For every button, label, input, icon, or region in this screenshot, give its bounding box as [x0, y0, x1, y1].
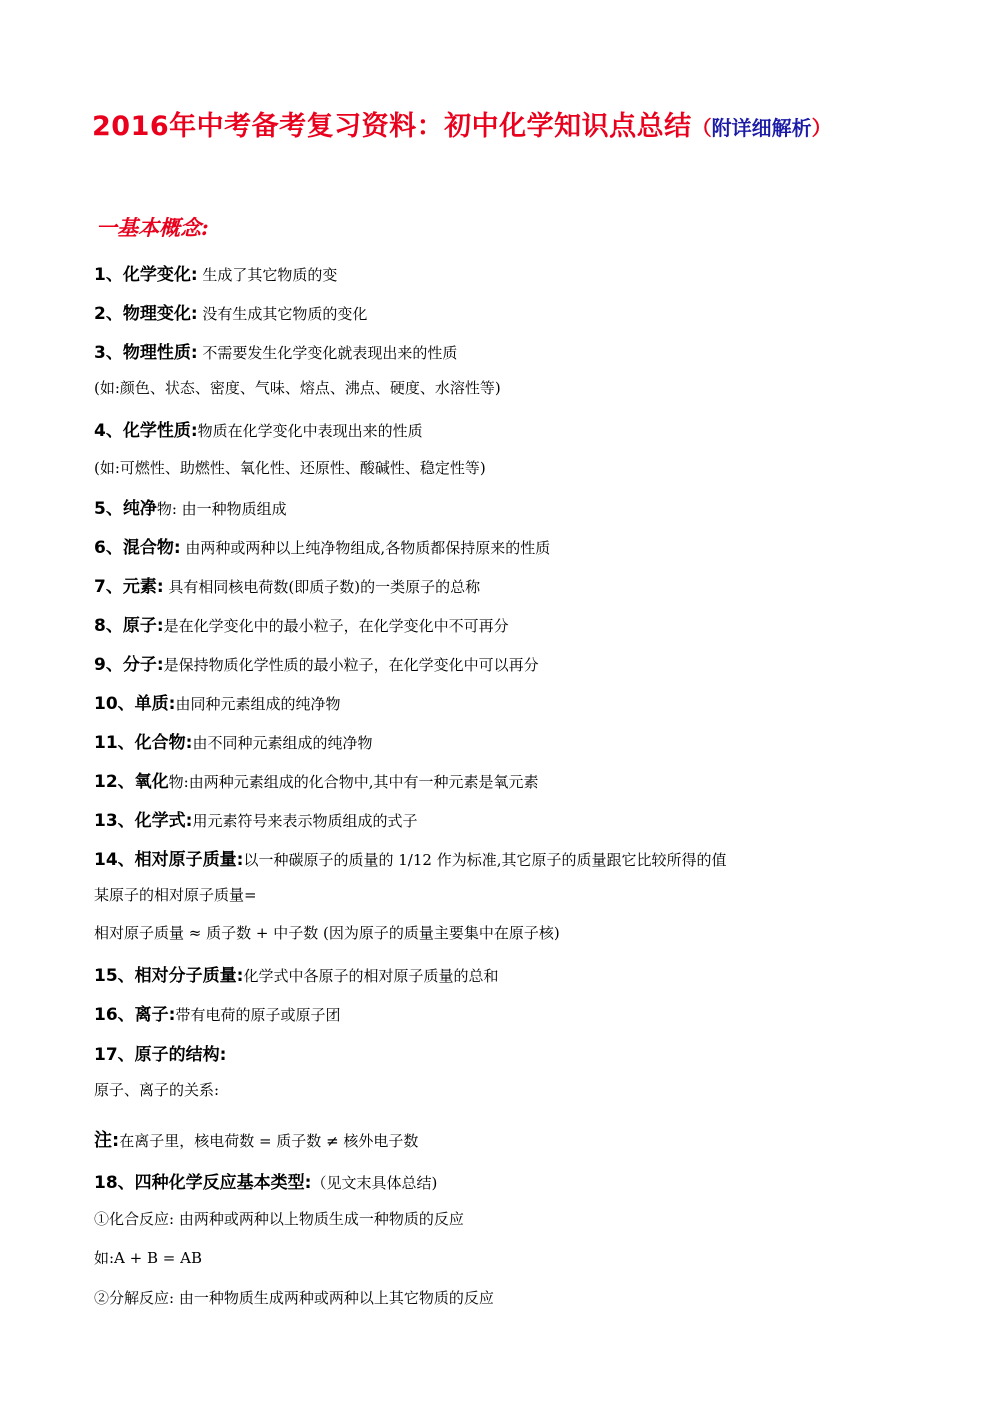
item-term: 离子:	[134, 1005, 176, 1025]
item-term: 元素:	[122, 577, 164, 597]
note-text: 在离子里，核电荷数 = 质子数 ≠ 核外电子数	[119, 1132, 419, 1150]
concept-line	[94, 1040, 226, 1065]
concept-line	[94, 377, 501, 398]
concept-line	[94, 457, 486, 478]
item-definition: 是在化学变化中的最小粒子，在化学变化中不可再分	[163, 617, 509, 635]
concept-line	[94, 260, 337, 285]
item-term: 物理变化:	[122, 304, 198, 324]
line-text: 相对原子质量 ≈ 质子数 + 中子数 (因为原子的质量主要集中在原子核)	[94, 924, 560, 942]
item-term: 原子:	[122, 616, 164, 636]
item-term: 氧化	[134, 772, 169, 792]
concept-line	[94, 533, 550, 558]
item-number: 5、	[94, 499, 123, 519]
item-term: 四种化学反应基本类型:	[134, 1173, 312, 1193]
document-title	[92, 104, 832, 143]
item-number: 9、	[94, 655, 123, 675]
line-text: 如:A + B = AB	[94, 1249, 202, 1267]
line-text: (如:可燃性、助燃性、氧化性、还原性、酸碱性、稳定性等)	[94, 459, 486, 477]
item-term: 化合物:	[134, 733, 193, 753]
concept-line	[94, 1247, 202, 1268]
item-number: 10、	[94, 694, 135, 714]
item-number: 12、	[94, 772, 135, 792]
item-definition: 由两种或两种以上纯净物组成,各物质都保持原来的性质	[180, 539, 551, 557]
item-number: 11、	[94, 733, 135, 753]
title-subtitle: （附详细解析）	[691, 116, 832, 140]
concept-line	[94, 1126, 418, 1152]
concept-line	[94, 1208, 464, 1229]
item-term-suffix: 物:	[168, 773, 189, 791]
item-term: 单质:	[134, 694, 176, 714]
item-number: 13、	[94, 811, 135, 831]
item-term: 物理性质:	[122, 343, 198, 363]
item-definition: 没有生成其它物质的变化	[197, 305, 368, 323]
item-definition: 用元素符号来表示物质组成的式子	[192, 812, 418, 830]
concept-line	[94, 1168, 437, 1193]
item-term: 化学性质:	[122, 421, 198, 441]
item-definition: 不需要发生化学变化就表现出来的性质	[197, 344, 458, 362]
concept-line	[94, 767, 539, 792]
item-number: 17、	[94, 1045, 135, 1065]
item-term: 化学变化:	[122, 265, 198, 285]
item-term: 化学式:	[134, 811, 193, 831]
item-number: 15、	[94, 966, 135, 986]
item-definition: 由一种物质组成	[176, 500, 287, 518]
item-number: 2、	[94, 304, 123, 324]
concept-line	[94, 728, 373, 753]
item-definition: 由不同种元素组成的纯净物	[192, 734, 373, 752]
item-definition: 由同种元素组成的纯净物	[175, 695, 341, 713]
concept-line	[94, 845, 726, 870]
line-text: 某原子的相对原子质量=	[94, 886, 257, 904]
concept-line	[94, 922, 560, 943]
concept-line	[94, 611, 509, 636]
line-text: ①化合反应: 由两种或两种以上物质生成一种物质的反应	[94, 1210, 464, 1228]
line-text: 原子、离子的关系:	[94, 1081, 220, 1099]
item-term: 分子:	[122, 655, 164, 675]
item-term: 相对原子质量:	[134, 850, 244, 870]
item-number: 4、	[94, 421, 123, 441]
concept-line	[94, 961, 499, 986]
concept-line	[94, 806, 418, 831]
section-heading: 一基本概念:	[96, 215, 209, 240]
concept-line	[94, 338, 457, 363]
line-text: (如:颜色、状态、密度、气味、熔点、沸点、硬度、水溶性等)	[94, 379, 501, 397]
concept-line	[94, 1287, 494, 1308]
item-definition: （见文末具体总结)	[311, 1174, 438, 1192]
item-number: 14、	[94, 850, 135, 870]
concept-line	[94, 494, 287, 519]
item-number: 16、	[94, 1005, 135, 1025]
note-label: 注:	[94, 1130, 120, 1151]
concept-line	[94, 572, 480, 597]
item-number: 1、	[94, 265, 123, 285]
title-main: 2016年中考备考复习资料：初中化学知识点总结	[92, 111, 692, 142]
concept-line	[94, 689, 341, 714]
concept-line	[94, 1079, 219, 1100]
concept-line	[94, 416, 423, 441]
item-term: 原子的结构:	[134, 1045, 227, 1065]
line-text: ②分解反应: 由一种物质生成两种或两种以上其它物质的反应	[94, 1289, 494, 1307]
item-definition: 生成了其它物质的变	[197, 266, 338, 284]
item-definition: 是保持物质化学性质的最小粒子，在化学变化中可以再分	[163, 656, 539, 674]
item-number: 3、	[94, 343, 123, 363]
item-number: 8、	[94, 616, 123, 636]
item-definition: 带有电荷的原子或原子团	[175, 1006, 341, 1024]
item-definition: 由两种元素组成的化合物中,其中有一种元素是氧元素	[188, 773, 539, 791]
item-number: 18、	[94, 1173, 135, 1193]
item-term: 相对分子质量:	[134, 966, 244, 986]
item-definition: 化学式中各原子的相对原子质量的总和	[243, 967, 499, 985]
item-term-suffix: 物:	[156, 500, 177, 518]
item-definition: 具有相同核电荷数(即质子数)的一类原子的总称	[163, 578, 481, 596]
item-number: 6、	[94, 538, 123, 558]
concept-line	[94, 1000, 341, 1025]
concept-line	[94, 299, 367, 324]
item-definition: 物质在化学变化中表现出来的性质	[197, 422, 423, 440]
item-term: 纯净	[122, 499, 157, 519]
item-definition: 以一种碳原子的质量的 1/12 作为标准,其它原子的质量跟它比较所得的值	[243, 851, 727, 869]
concept-line	[94, 884, 257, 905]
concept-line	[94, 650, 539, 675]
item-term: 混合物:	[122, 538, 181, 558]
item-number: 7、	[94, 577, 123, 597]
